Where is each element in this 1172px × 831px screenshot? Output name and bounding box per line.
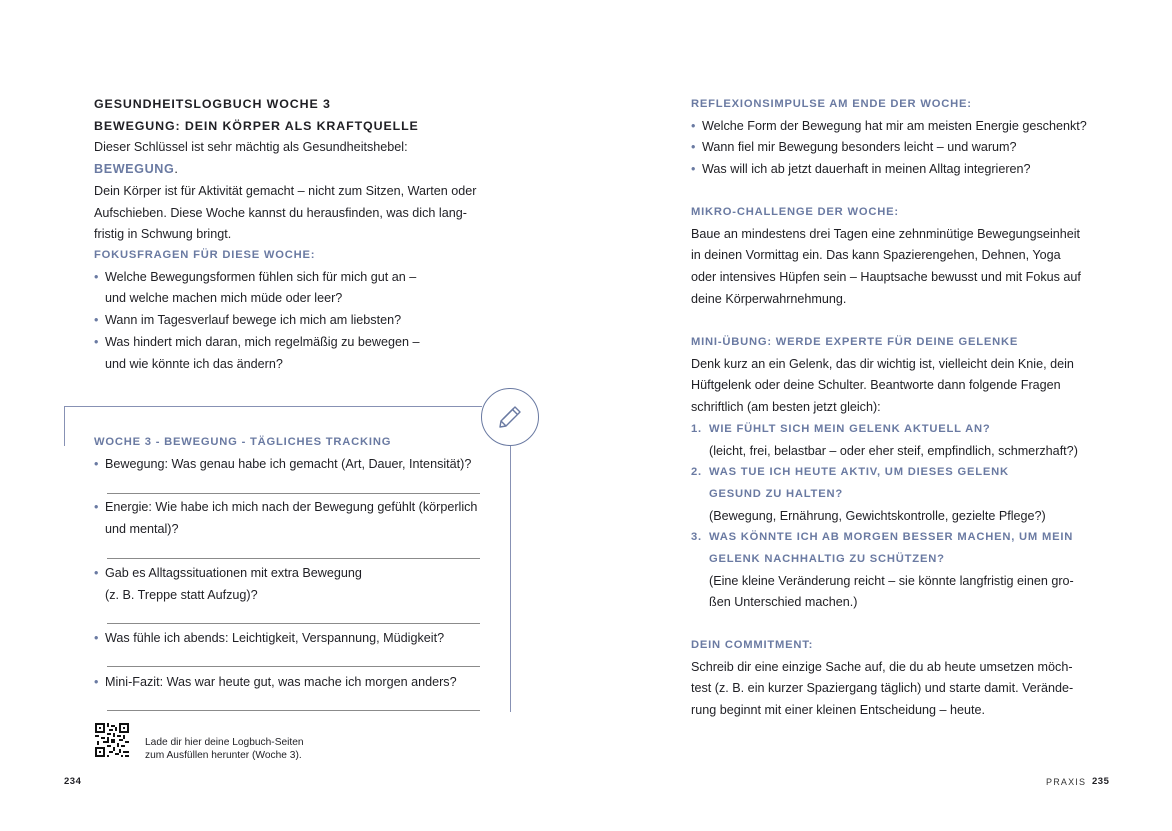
focus-questions: FOKUSFRAGEN FÜR DIESE WOCHE: • Welche Bewegungsformen fühlen sich für mich gut an – und welche machen mich müde oder leer? • Wann im Tagesverlauf bewege ich mich am liebsten? • Was hindert mich daran, mich regelmäßig zu bewegen – und wie könnte ich das ändern? — [94, 245, 494, 375]
keyword-bewegung: BEWEGUNG — [94, 162, 175, 177]
intro-paragraph: Dieser Schlüssel ist sehr mächtig als Gesundheitshebel: BEWEGUNG. Dein Körper ist für Aktivität gemacht – nicht zum Sitzen, Warten oder Aufschieben. Diese Woche kannst du herausfinden, was dich lang- fristig in Schwung bringt. — [94, 140, 477, 242]
writing-line[interactable] — [107, 666, 480, 667]
logbook-title: GESUNDHEITSLOGBUCH WOCHE 3 — [94, 97, 331, 111]
list-item: • Was hindert mich daran, mich regelmäßig zu bewegen – — [94, 332, 494, 354]
writing-line[interactable] — [107, 558, 480, 559]
right-page — [586, 0, 1172, 831]
logbook-subtitle: BEWEGUNG: DEIN KÖRPER ALS KRAFTQUELLE — [94, 118, 419, 133]
list-item: • Welche Bewegungsformen fühlen sich für mich gut an – — [94, 267, 494, 289]
commitment-section: DEIN COMMITMENT: Schreib dir eine einzige Sache auf, die du ab heute umsetzen möch- test (z. B. ein kurzer Spaziergang täglich) und starte damit. Verände- rung beginnt mit einer kleinen Entscheidung – heute. — [691, 635, 1091, 722]
download-caption: Lade dir hier deine Logbuch-Seiten zum Ausfüllen herunter (Woche 3). — [145, 737, 304, 761]
tracking-item: • Gab es Alltagssituationen mit extra Bewegung — [94, 563, 494, 585]
tracking-item: • Bewegung: Was genau habe ich gemacht (Art, Dauer, Intensität)? — [94, 454, 494, 476]
tracking-item: • Mini-Fazit: Was war heute gut, was mache ich morgen anders? — [94, 672, 494, 694]
list-item: • Wann fiel mir Bewegung besonders leicht – und warum? — [691, 137, 1091, 159]
step-3: 3. WAS KÖNNTE ICH AB MORGEN BESSER MACHEN, UM MEIN — [691, 531, 1074, 544]
page-number-right: 235 — [1092, 776, 1110, 787]
reflection-section — [691, 94, 1091, 181]
tracking-frame-top — [64, 406, 482, 407]
numbered-steps: 1. WIE FÜHLT SICH MEIN GELENK AKTUELL AN? (leicht, frei, belastbar – oder eher steif, empfindlich, schmerzhaft?) 2. WAS TUE ICH HEUTE AKTIV, UM DIESES GELENK GESUND ZU HALTEN? (Bewegung, Ernährung, Gewichtskontrolle, gezielte Pflege?) 3. WAS KÖNNTE ICH AB MORGEN BESSER MACHEN, UM MEIN GELENK NACHHALTIG ZU SCHÜTZEN? (Eine kleine Veränderung reicht – sie könnte langfristig einen gro- ßen Unterschied machen.) — [691, 419, 1091, 614]
mini-exercise-section: MINI-ÜBUNG: WERDE EXPERTE FÜR DEINE GELENKE Denk kurz an ein Gelenk, das dir wichtig ist, vielleicht dein Knie, dein Hüftgelenk oder deine Schulter. Beantworte dann folgende Fragen schriftlich (am besten jetzt gleich): 1. WIE FÜHLT SICH MEIN GELENK AKTUELL AN? (leicht, frei, belastbar – oder eher steif, empfindlich, schmerzhaft?) 2. WAS TUE ICH HEUTE AKTIV, UM DIESES GELENK GESUND ZU HALTEN? (Bewegung, Ernährung, Gewichtskontrolle, gezielte Pflege?) 3. WAS KÖNNTE ICH AB MORGEN BESSER MACHEN, UM MEIN GELENK NACHHALTIG ZU SCHÜTZEN? (Eine kleine Veränderung reicht – sie könnte langfristig einen gro- ßen Unterschied machen.) — [691, 332, 1091, 614]
step-2: 2. WAS TUE ICH HEUTE AKTIV, UM DIESES GELENK — [691, 466, 1009, 479]
list-item: • Welche Form der Bewegung hat mir am meisten Energie geschenkt? — [691, 116, 1091, 138]
qr-code-icon[interactable] — [95, 723, 129, 757]
list-item: • Was will ich ab jetzt dauerhaft in meinen Alltag integrieren? — [691, 159, 1091, 181]
mini-heading: MINI-ÜBUNG: WERDE EXPERTE FÜR DEINE GELENKE — [691, 336, 1019, 348]
challenge-heading: MIKRO-CHALLENGE DER WOCHE: — [691, 206, 899, 218]
tracking-item: • Energie: Wie habe ich mich nach der Bewegung gefühlt (körperlich — [94, 497, 494, 519]
focus-heading: FOKUSFRAGEN FÜR DIESE WOCHE: — [94, 249, 316, 261]
reflect-heading: REFLEXIONSIMPULSE AM ENDE DER WOCHE: — [691, 98, 972, 110]
tracking-frame-right — [510, 446, 511, 712]
running-section-name: PRAXIS — [1046, 777, 1087, 787]
writing-line[interactable] — [107, 493, 480, 494]
left-header-block — [94, 94, 494, 246]
tracking-heading: WOCHE 3 - BEWEGUNG - TÄGLICHES TRACKING — [94, 436, 392, 448]
page-number-left: 234 — [64, 776, 82, 787]
list-item: • Wann im Tagesverlauf bewege ich mich am liebsten? — [94, 310, 494, 332]
commit-heading: DEIN COMMITMENT: — [691, 639, 814, 651]
challenge-section: MIKRO-CHALLENGE DER WOCHE: Baue an mindestens drei Tagen eine zehnminütige Bewegungseinheit in deinen Vormittag ein. Das kann Spazierengehen, Dehnen, Yoga oder intensives Hüpfen sein – Hauptsache bewusst und mit Fokus auf deine Körperwahrnehmung. — [691, 202, 1091, 311]
step-1: 1. WIE FÜHLT SICH MEIN GELENK AKTUELL AN? — [691, 422, 991, 435]
tracking-item: • Was fühle ich abends: Leichtigkeit, Verspannung, Müdigkeit? — [94, 628, 494, 650]
writing-line[interactable] — [107, 623, 480, 624]
writing-line[interactable] — [107, 710, 480, 711]
tracking-section: WOCHE 3 - BEWEGUNG - TÄGLICHES TRACKING • Bewegung: Was genau habe ich gemacht (Art, Dauer, Intensität)? • Energie: Wie habe ich mich nach der Bewegung gefühlt (körperlich und mental)? • Gab es Alltagssituationen mit extra Bewegung (z. B. Treppe statt Aufzug)? • Was fühle ich abends: Leichtigkeit, Verspannung, Müdigkeit? • Mini-Fazit: Was war heute gut, was mache ich morgen anders? — [94, 432, 494, 694]
tracking-frame-left — [64, 406, 65, 446]
